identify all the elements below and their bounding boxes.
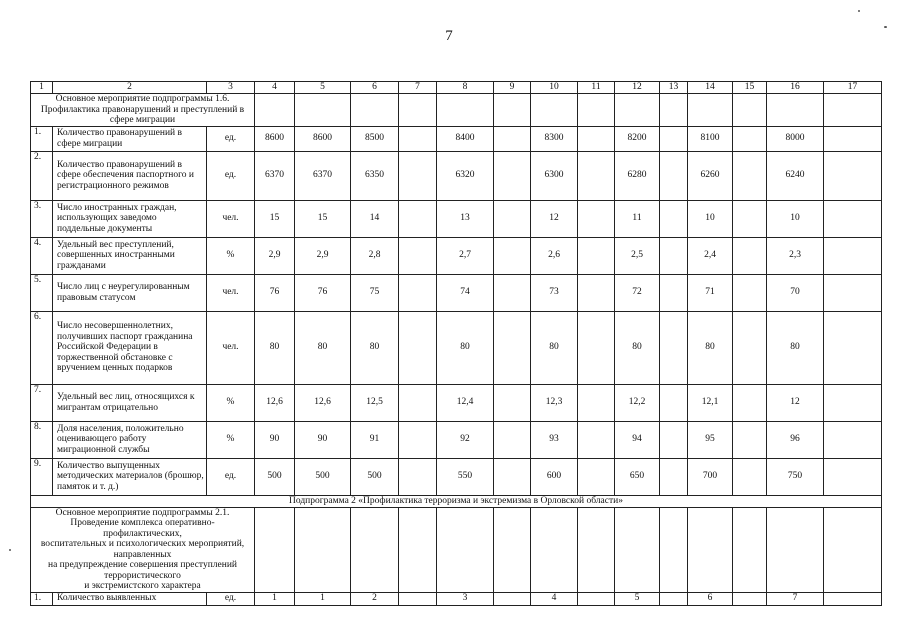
value-cell: [824, 592, 882, 605]
value-cell: 76: [255, 274, 295, 311]
value-cell: 2,4: [688, 237, 733, 274]
empty-cell: [578, 507, 615, 592]
indicator-row: [31, 237, 882, 274]
value-cell: 2,7: [437, 237, 494, 274]
section-2-heading-line: на предупреждение совершения преступлений террористического: [48, 560, 237, 581]
value-cell: [578, 311, 615, 384]
column-number-cell: 2: [53, 82, 207, 94]
value-cell: 11: [615, 200, 660, 237]
value-cell: [660, 151, 688, 200]
value-cell: 92: [437, 421, 494, 458]
value-cell: [399, 274, 437, 311]
value-cell: 71: [688, 274, 733, 311]
empty-cell: [660, 507, 688, 592]
unit-cell: ед.: [207, 592, 255, 605]
value-cell: 8600: [295, 126, 351, 151]
empty-cell: [767, 94, 824, 127]
indicator-name: Количество правонарушений в сфере миграции: [53, 126, 207, 151]
value-cell: [399, 458, 437, 495]
value-cell: 70: [767, 274, 824, 311]
value-cell: [578, 384, 615, 421]
value-cell: 12,4: [437, 384, 494, 421]
value-cell: 80: [767, 311, 824, 384]
indicator-name: Число несовершеннолетних, получивших паспорт гражданина Российской Федерации в торжественной обстановке с вручением ценных подарков: [53, 311, 207, 384]
empty-cell: [351, 94, 399, 127]
indicator-row: [31, 592, 882, 605]
column-number-cell: 7: [399, 82, 437, 94]
indicator-row: [31, 311, 882, 384]
value-cell: [660, 311, 688, 384]
scan-speck: [858, 10, 860, 12]
value-cell: [399, 592, 437, 605]
value-cell: 74: [437, 274, 494, 311]
value-cell: 1: [255, 592, 295, 605]
column-number-cell: 13: [660, 82, 688, 94]
indicator-row: [31, 126, 882, 151]
section-2-heading-title: [31, 507, 255, 592]
value-cell: [824, 237, 882, 274]
row-number: 9.: [31, 458, 53, 495]
empty-cell: [660, 94, 688, 127]
value-cell: 500: [255, 458, 295, 495]
indicator-row: [31, 151, 882, 200]
unit-cell: %: [207, 421, 255, 458]
value-cell: 90: [295, 421, 351, 458]
value-cell: 12: [767, 384, 824, 421]
subprogram-2-row: [31, 495, 882, 507]
value-cell: 80: [615, 311, 660, 384]
indicator-name: Число иностранных граждан, использующих заведомо поддельные документы: [53, 200, 207, 237]
scan-speck: [9, 549, 11, 551]
value-cell: [733, 151, 767, 200]
value-cell: 80: [295, 311, 351, 384]
value-cell: [399, 126, 437, 151]
empty-cell: [615, 507, 660, 592]
value-cell: [660, 274, 688, 311]
value-cell: [660, 126, 688, 151]
value-cell: 80: [437, 311, 494, 384]
unit-cell: %: [207, 237, 255, 274]
value-cell: 650: [615, 458, 660, 495]
section-1-heading-line: Основное мероприятие подпрограммы 1.6.: [55, 94, 230, 104]
value-cell: 13: [437, 200, 494, 237]
empty-cell: [255, 507, 295, 592]
value-cell: 6370: [295, 151, 351, 200]
value-cell: [494, 200, 531, 237]
value-cell: [824, 458, 882, 495]
value-cell: [660, 592, 688, 605]
indicator-name: Количество выпущенных методических материалов (брошюр, памяток и т. д.): [53, 458, 207, 495]
value-cell: 8300: [531, 126, 578, 151]
empty-cell: [688, 507, 733, 592]
value-cell: 15: [255, 200, 295, 237]
scan-speck: [884, 26, 887, 28]
value-cell: [494, 151, 531, 200]
value-cell: [733, 458, 767, 495]
unit-cell: ед.: [207, 126, 255, 151]
empty-cell: [437, 94, 494, 127]
value-cell: 6370: [255, 151, 295, 200]
section-2-heading: [31, 507, 882, 592]
value-cell: 6280: [615, 151, 660, 200]
value-cell: 2,5: [615, 237, 660, 274]
value-cell: [494, 126, 531, 151]
empty-cell: [578, 94, 615, 127]
value-cell: [399, 421, 437, 458]
empty-cell: [767, 507, 824, 592]
row-number: 7.: [31, 384, 53, 421]
value-cell: [494, 592, 531, 605]
value-cell: 8000: [767, 126, 824, 151]
value-cell: [399, 237, 437, 274]
value-cell: [733, 592, 767, 605]
column-number-cell: 3: [207, 82, 255, 94]
value-cell: 1: [295, 592, 351, 605]
value-cell: 500: [351, 458, 399, 495]
indicator-name: Удельный вес лиц, относящихся к мигрантам отрицательно: [53, 384, 207, 421]
value-cell: 4: [531, 592, 578, 605]
section-1-heading-title: [31, 94, 255, 127]
unit-cell: %: [207, 384, 255, 421]
empty-cell: [824, 94, 882, 127]
value-cell: 14: [351, 200, 399, 237]
value-cell: [578, 151, 615, 200]
value-cell: 96: [767, 421, 824, 458]
value-cell: [578, 126, 615, 151]
value-cell: 8100: [688, 126, 733, 151]
value-cell: [824, 311, 882, 384]
value-cell: 94: [615, 421, 660, 458]
value-cell: [578, 274, 615, 311]
value-cell: [494, 458, 531, 495]
value-cell: 10: [767, 200, 824, 237]
indicator-row: [31, 274, 882, 311]
subprogram-2-title: Подпрограмма 2 «Профилактика терроризма и экстремизма в Орловской области»: [31, 495, 882, 507]
value-cell: [578, 592, 615, 605]
value-cell: 12,1: [688, 384, 733, 421]
value-cell: [578, 200, 615, 237]
column-number-cell: 12: [615, 82, 660, 94]
value-cell: [824, 200, 882, 237]
value-cell: [494, 311, 531, 384]
value-cell: 6320: [437, 151, 494, 200]
indicator-name: Число лиц с неурегулированным правовым статусом: [53, 274, 207, 311]
value-cell: 8400: [437, 126, 494, 151]
value-cell: 750: [767, 458, 824, 495]
value-cell: 500: [295, 458, 351, 495]
value-cell: 91: [351, 421, 399, 458]
row-number: 8.: [31, 421, 53, 458]
value-cell: [824, 126, 882, 151]
empty-cell: [824, 507, 882, 592]
value-cell: 90: [255, 421, 295, 458]
value-cell: [733, 237, 767, 274]
value-cell: [733, 384, 767, 421]
value-cell: 6260: [688, 151, 733, 200]
empty-cell: [437, 507, 494, 592]
value-cell: [824, 274, 882, 311]
page-number: 7: [445, 28, 453, 44]
value-cell: 73: [531, 274, 578, 311]
value-cell: 80: [688, 311, 733, 384]
value-cell: [578, 237, 615, 274]
value-cell: [660, 237, 688, 274]
value-cell: [578, 458, 615, 495]
column-number-cell: 1: [31, 82, 53, 94]
value-cell: 2,8: [351, 237, 399, 274]
value-cell: 7: [767, 592, 824, 605]
indicator-row: [31, 200, 882, 237]
section-2-heading-line: Основное мероприятие подпрограммы 2.1.: [55, 507, 230, 518]
value-cell: 2,9: [255, 237, 295, 274]
row-number: 6.: [31, 311, 53, 384]
value-cell: 15: [295, 200, 351, 237]
empty-cell: [688, 94, 733, 127]
empty-cell: [733, 507, 767, 592]
value-cell: [660, 384, 688, 421]
empty-cell: [255, 94, 295, 127]
value-cell: 12,3: [531, 384, 578, 421]
indicator-row: [31, 458, 882, 495]
empty-cell: [733, 94, 767, 127]
value-cell: 6300: [531, 151, 578, 200]
empty-cell: [531, 507, 578, 592]
value-cell: [824, 421, 882, 458]
value-cell: 76: [295, 274, 351, 311]
unit-cell: чел.: [207, 311, 255, 384]
empty-cell: [295, 94, 351, 127]
value-cell: 12,6: [255, 384, 295, 421]
value-cell: 2,9: [295, 237, 351, 274]
section-1-heading: [31, 94, 882, 127]
unit-cell: чел.: [207, 274, 255, 311]
value-cell: 12,2: [615, 384, 660, 421]
column-number-cell: 4: [255, 82, 295, 94]
value-cell: [660, 421, 688, 458]
value-cell: [399, 151, 437, 200]
column-number-cell: 15: [733, 82, 767, 94]
indicator-name: Удельный вес преступлений, совершенных иностранными гражданами: [53, 237, 207, 274]
column-number-cell: 10: [531, 82, 578, 94]
empty-cell: [494, 507, 531, 592]
column-number-cell: 16: [767, 82, 824, 94]
value-cell: 3: [437, 592, 494, 605]
column-number-cell: 17: [824, 82, 882, 94]
value-cell: [824, 151, 882, 200]
value-cell: [824, 384, 882, 421]
value-cell: 6240: [767, 151, 824, 200]
value-cell: [494, 274, 531, 311]
unit-cell: ед.: [207, 151, 255, 200]
value-cell: 2: [351, 592, 399, 605]
column-number-cell: 8: [437, 82, 494, 94]
row-number: 2.: [31, 151, 53, 200]
row-number: 1.: [31, 126, 53, 151]
value-cell: 72: [615, 274, 660, 311]
section-2-heading-line: воспитательных и психологических мероприятий, направленных: [40, 539, 245, 560]
column-number-cell: 5: [295, 82, 351, 94]
value-cell: 12,6: [295, 384, 351, 421]
empty-cell: [351, 507, 399, 592]
value-cell: [733, 421, 767, 458]
indicator-row: [31, 384, 882, 421]
column-number-cell: 6: [351, 82, 399, 94]
value-cell: 80: [351, 311, 399, 384]
section-1-heading-line: Профилактика правонарушений и преступлений в сфере миграции: [40, 104, 245, 125]
empty-cell: [494, 94, 531, 127]
empty-cell: [295, 507, 351, 592]
value-cell: [733, 126, 767, 151]
value-cell: 600: [531, 458, 578, 495]
value-cell: 8600: [255, 126, 295, 151]
indicator-name: Количество выявленных: [53, 592, 207, 605]
value-cell: [399, 311, 437, 384]
column-number-cell: 14: [688, 82, 733, 94]
column-number-cell: 9: [494, 82, 531, 94]
empty-cell: [399, 507, 437, 592]
value-cell: 6: [688, 592, 733, 605]
indicator-name: Доля населения, положительно оценивающего работу миграционной службы: [53, 421, 207, 458]
header-row: [31, 82, 882, 94]
value-cell: [733, 274, 767, 311]
value-cell: 550: [437, 458, 494, 495]
unit-cell: чел.: [207, 200, 255, 237]
value-cell: 80: [255, 311, 295, 384]
row-number: 3.: [31, 200, 53, 237]
value-cell: [733, 311, 767, 384]
value-cell: 2,3: [767, 237, 824, 274]
value-cell: 93: [531, 421, 578, 458]
row-number: 5.: [31, 274, 53, 311]
value-cell: 700: [688, 458, 733, 495]
row-number: 1.: [31, 592, 53, 605]
value-cell: 2,6: [531, 237, 578, 274]
unit-cell: ед.: [207, 458, 255, 495]
indicator-row: [31, 421, 882, 458]
empty-cell: [531, 94, 578, 127]
value-cell: 75: [351, 274, 399, 311]
value-cell: 6350: [351, 151, 399, 200]
row-number: 4.: [31, 237, 53, 274]
value-cell: 12: [531, 200, 578, 237]
value-cell: [494, 237, 531, 274]
value-cell: [494, 384, 531, 421]
indicators-table: [30, 81, 882, 606]
value-cell: [578, 421, 615, 458]
indicator-name: Количество правонарушений в сфере обеспечения паспортного и регистрационного режимов: [53, 151, 207, 200]
value-cell: [660, 458, 688, 495]
section-2-heading-line: и экстремистского характера: [84, 581, 201, 591]
value-cell: 8200: [615, 126, 660, 151]
empty-cell: [615, 94, 660, 127]
value-cell: 12,5: [351, 384, 399, 421]
value-cell: [660, 200, 688, 237]
value-cell: 95: [688, 421, 733, 458]
value-cell: 80: [531, 311, 578, 384]
empty-cell: [399, 94, 437, 127]
value-cell: 10: [688, 200, 733, 237]
value-cell: [494, 421, 531, 458]
column-number-cell: 11: [578, 82, 615, 94]
value-cell: 8500: [351, 126, 399, 151]
section-2-heading-line: Проведение комплекса оперативно-профилактических,: [70, 518, 215, 539]
value-cell: [733, 200, 767, 237]
value-cell: 5: [615, 592, 660, 605]
value-cell: [399, 384, 437, 421]
value-cell: [399, 200, 437, 237]
